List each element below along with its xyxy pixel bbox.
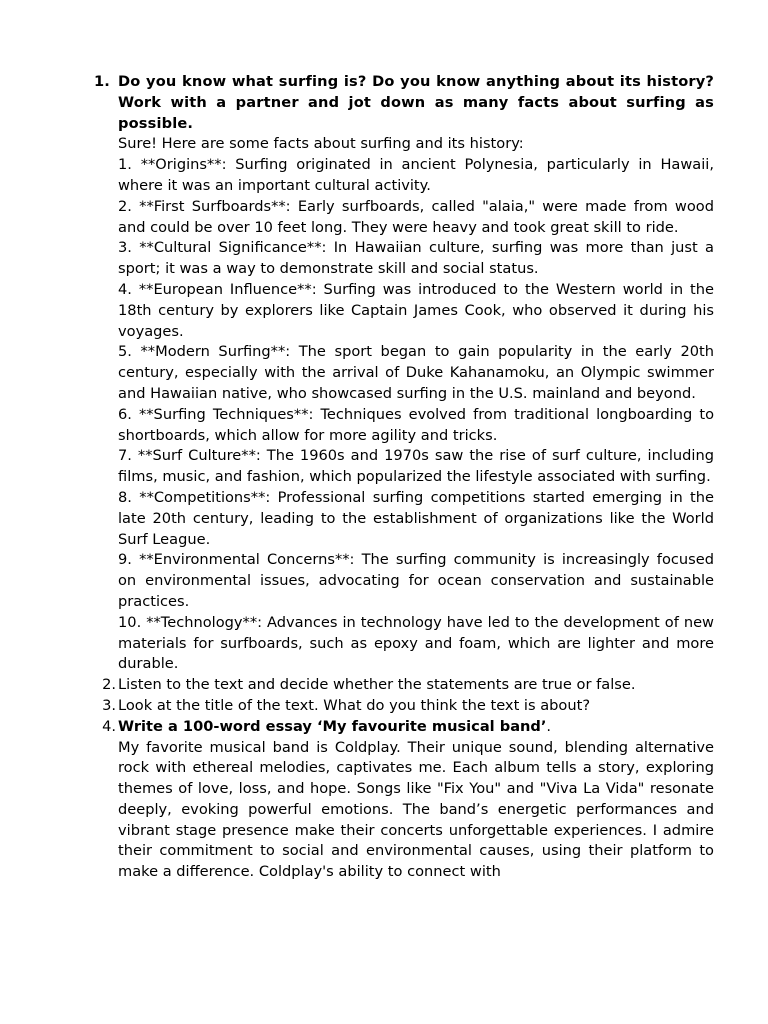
essay-text: My favorite musical band is Coldplay. Their unique sound, blending alternative rock with ethereal melodies, captivates me. Each album tells a story, exploring themes of love, loss, and hope. Songs like "Fix You" and "Viva La Vida" resonate deeply, evoking powerful emotions. The band’s energetic performances and vibrant stage presence make their concerts unforgettable experiences. I admire their commitment to social and environmental causes, using their platform to make a difference. Coldplay's ability to connect with bbox=[118, 738, 714, 881]
fact-6: 6. **Surfing Techniques**: Techniques evolved from traditional longboarding to shortboards, which allow for more agility and tricks. bbox=[118, 405, 714, 444]
fact-7: 7. **Surf Culture**: The 1960s and 1970s saw the rise of surf culture, including films, music, and fashion, which popularized the lifestyle associated with surfing. bbox=[118, 447, 714, 486]
question-4-period: . bbox=[546, 717, 552, 735]
list-item-1 bbox=[94, 72, 714, 675]
item-number: 2. bbox=[102, 676, 116, 694]
question-4-title: Write a 100-word essay ‘My favourite musical band’ bbox=[118, 717, 547, 735]
fact-1: 1. **Origins**: Surfing originated in ancient Polynesia, particularly in Hawaii, where it was an important cultural activity. bbox=[118, 156, 714, 194]
question-4 bbox=[118, 717, 714, 738]
item-number: 1. bbox=[94, 73, 110, 90]
item-number: 3. bbox=[102, 696, 116, 714]
fact-4: 4. **European Influence**: Surfing was introduced to the Western world in the 18th century by explorers like Captain James Cook, who observed it during his voyages. bbox=[118, 280, 714, 340]
item-number: 4. bbox=[102, 717, 116, 735]
fact-3: 3. **Cultural Significance**: In Hawaiian culture, surfing was more than just a sport; it was a way to demonstrate skill and social status. bbox=[118, 239, 714, 278]
fact-9: 9. **Environmental Concerns**: The surfing community is increasingly focused on environmental issues, advocating for ocean conservation and sustainable practices. bbox=[118, 551, 714, 610]
list-item-2 bbox=[102, 675, 714, 696]
list-item-4 bbox=[102, 717, 714, 883]
fact-5: 5. **Modern Surfing**: The sport began to gain popularity in the early 20th century, especially with the arrival of Duke Kahanamoku, an Olympic swimmer and Hawaiian native, who showcased surfing in the U.S. mainland and beyond. bbox=[118, 343, 714, 402]
answer-intro: Sure! Here are some facts about surfing and its history: bbox=[118, 135, 524, 153]
document-page bbox=[0, 72, 768, 883]
instruction-2: Listen to the text and decide whether the statements are true or false. bbox=[118, 676, 636, 694]
list-item-3 bbox=[102, 696, 714, 717]
fact-10: 10. **Technology**: Advances in technology have led to the development of new materials for surfboards, such as epoxy and foam, which are lighter and more durable. bbox=[118, 613, 714, 673]
fact-8: 8. **Competitions**: Professional surfing competitions started emerging in the late 20th century, leading to the establishment of organizations like the World Surf League. bbox=[118, 488, 714, 548]
instruction-3: Look at the title of the text. What do you think the text is about? bbox=[118, 696, 591, 714]
fact-2: 2. **First Surfboards**: Early surfboards, called "alaia," were made from wood and could be over 10 feet long. They were heavy and took great skill to ride. bbox=[118, 197, 714, 236]
question-1: Do you know what surfing is? Do you know anything about its history? Work with a partner and jot down as many facts about surfing as possible. bbox=[118, 73, 714, 132]
